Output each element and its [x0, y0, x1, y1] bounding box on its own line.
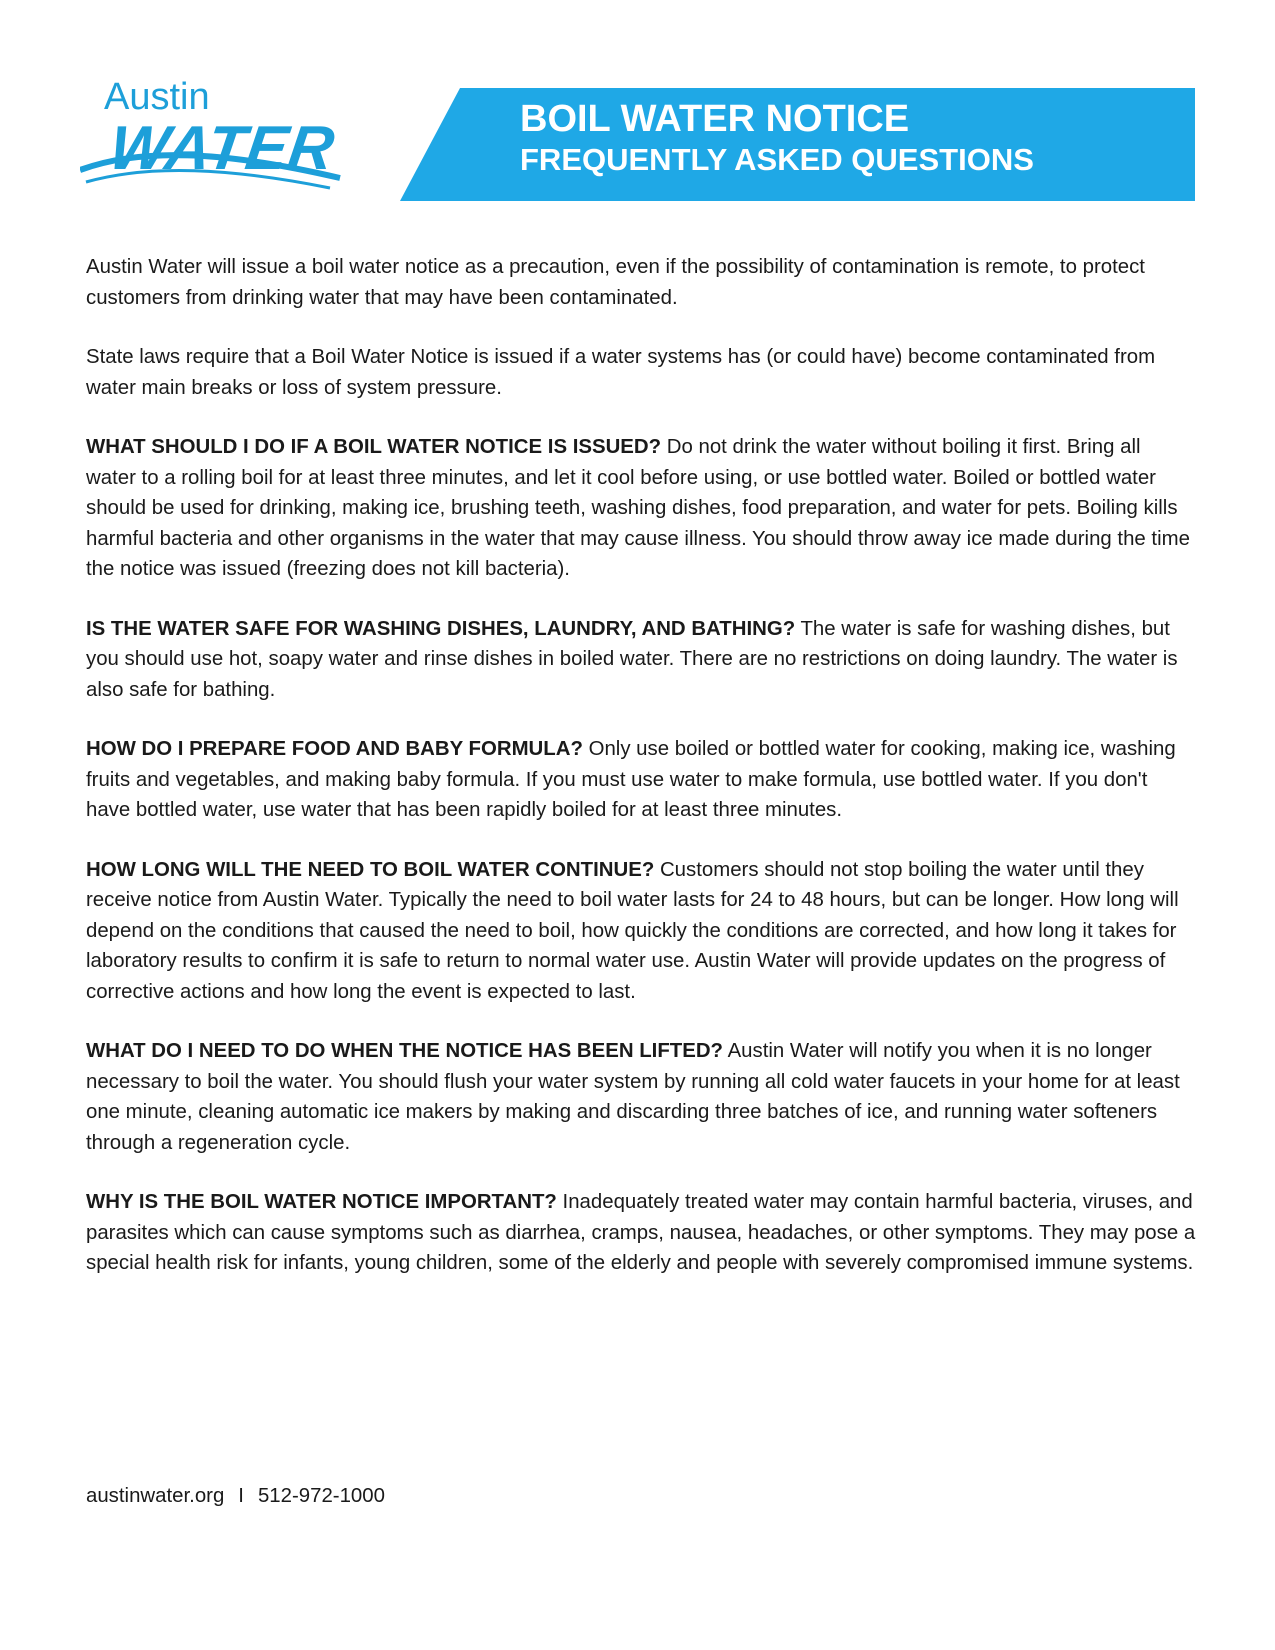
logo-water-text: WATER	[105, 114, 340, 183]
document-body	[86, 252, 1196, 1308]
faq-question: IS THE WATER SAFE FOR WASHING DISHES, LAUNDRY, AND BATHING?	[86, 617, 796, 640]
faq-item	[86, 1036, 1196, 1158]
faq-item	[86, 614, 1196, 706]
banner-title: BOIL WATER NOTICE	[520, 98, 910, 140]
faq-question: WHY IS THE BOIL WATER NOTICE IMPORTANT?	[86, 1191, 557, 1213]
faq-item	[86, 734, 1196, 826]
intro-paragraph: Austin Water will issue a boil water notice as a precaution, even if the possibility of contamination is remote, to protect customers from drinking water that may have been contaminated.	[86, 256, 1145, 309]
faq-question: WHAT DO I NEED TO DO WHEN THE NOTICE HAS BEEN LIFTED?	[86, 1040, 724, 1062]
faq-question: HOW DO I PREPARE FOOD AND BABY FORMULA?	[86, 738, 583, 760]
faq-question: HOW LONG WILL THE NEED TO BOIL WATER CONTINUE?	[86, 858, 655, 881]
footer-separator: I	[238, 1485, 244, 1507]
faq-item	[86, 1187, 1196, 1279]
banner-subtitle: FREQUENTLY ASKED QUESTIONS	[520, 142, 1034, 177]
footer-phone: 512-972-1000	[257, 1485, 385, 1507]
faq-answer: Only use boiled or bottled water for cooking, making ice, washing fruits and vegetables, and making baby formula. If you must use water to make formula, use bottled water. If you don't have bottled water, use water that has been rapidly boiled for at least three minutes.	[86, 738, 1176, 821]
austin-water-logo	[80, 78, 350, 198]
footer-website-link[interactable]: austinwater.org	[86, 1485, 225, 1507]
faq-item	[86, 432, 1196, 585]
faq-answer: Austin Water will notify you when it is no longer necessary to boil the water. You should flush your water system by running all cold water faucets in your home for at least one minute, cleaning automatic ice makers by making and discarding three batches of ice, and running water softeners through a regeneration cycle.	[86, 1040, 1180, 1154]
faq-question: WHAT SHOULD I DO IF A BOIL WATER NOTICE IS ISSUED?	[86, 436, 662, 458]
intro-paragraph: State laws require that a Boil Water Notice is issued if a water systems has (or could have) become contaminated from water main breaks or loss of system pressure.	[86, 346, 1156, 399]
faq-item	[86, 855, 1196, 1008]
faq-answer: Customers should not stop boiling the water until they receive notice from Austin Water. Typically the need to boil water lasts for 24 to 48 hours, but can be longer. How long will depend on the conditions that caused the need to boil, how quickly the conditions are corrected, and how long it takes for laboratory results to confirm it is safe to return to normal water use. Austin Water will provide updates on the progress of corrective actions and how long the event is expected to last.	[86, 858, 1179, 1003]
logo-austin-text: Austin	[104, 76, 210, 118]
footer	[86, 1485, 385, 1508]
faq-answer: Inadequately treated water may contain harmful bacteria, viruses, and parasites which can cause symptoms such as diarrhea, cramps, nausea, headaches, or other symptoms. They may pose a special health risk for infants, young children, some of the elderly and people with severely compromised immune systems.	[86, 1191, 1196, 1274]
faq-answer: Do not drink the water without boiling it first. Bring all water to a rolling boil for at least three minutes, and let it cool before using, or use bottled water. Boiled or bottled water should be used for drinking, making ice, brushing teeth, washing dishes, food preparation, and water for pets. Boiling kills harmful bacteria and other organisms in the water that may cause illness. You should throw away ice made during the time the notice was issued (freezing does not kill bacteria).	[86, 436, 1190, 580]
title-banner	[400, 88, 1195, 201]
faq-answer: The water is safe for washing dishes, but you should use hot, soapy water and rinse dishes in boiled water. There are no restrictions on doing laundry. The water is also safe for bathing.	[86, 617, 1178, 701]
